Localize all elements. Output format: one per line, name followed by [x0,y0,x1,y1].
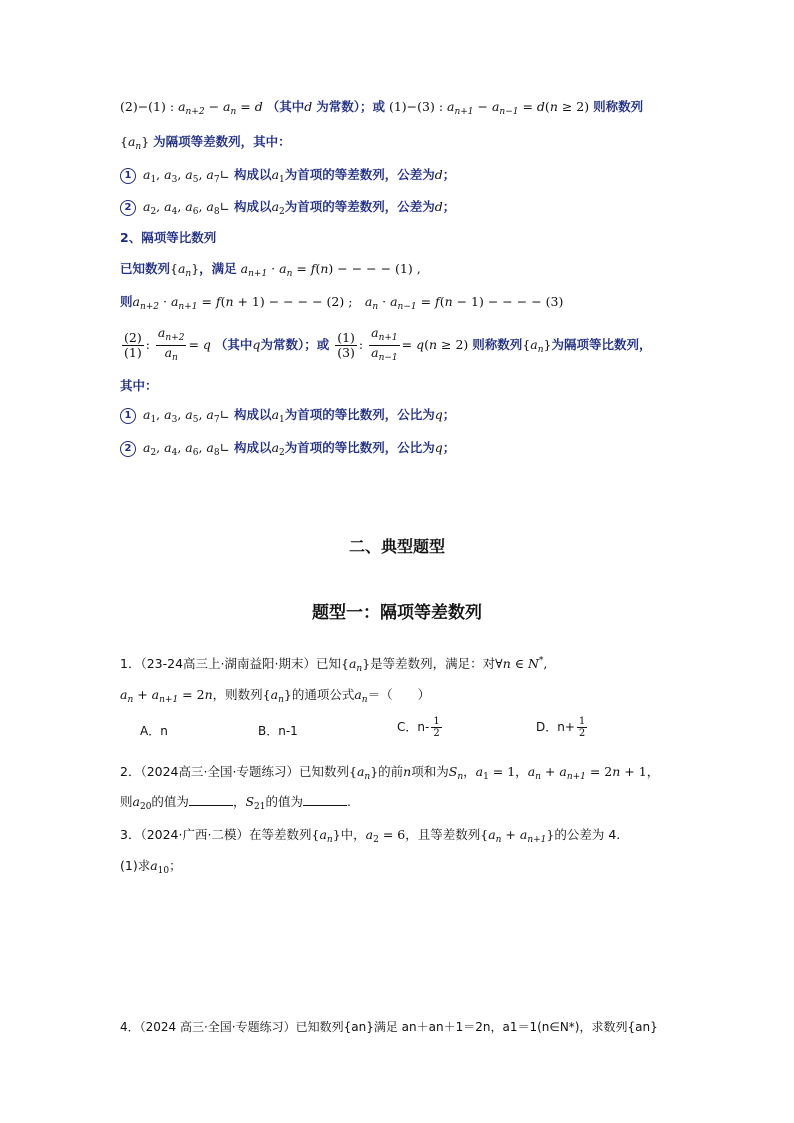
problem-2-line-1: 2．（2024高三·全国·专题练习）已知数列$\{a_n\}$的前n项和为$S_n$，$a_1 = 1$，$a_n + a_{n+1} = 2n + 1$， [120,764,660,782]
text: 已知数列 [298,764,349,779]
circled-number-2: 2 [120,441,136,457]
text: 的值为 [265,794,303,809]
semicolon: ； [442,407,456,422]
option-c-label: C．n- [397,720,430,734]
text: ，且等差数列 [405,827,481,842]
where-q-text: （其中 [214,337,253,352]
first-term-text: 为首项的等差数列，公差为 [284,199,435,214]
option-c: C．n- $\frac{1}{2}$ [397,716,440,739]
circled-number-1: 1 [120,168,136,184]
text: 在等差数列 [248,827,312,842]
problem-source: （2024 高三·全国·专题练习） [139,1020,296,1034]
definition-line-2: $\{a_n\}$ 为隔项等差数列，其中： [120,134,291,152]
option-d: D．n+ $\frac{1}{2}$ [536,716,586,739]
semicolon: ； [442,167,456,182]
text: 的值为 [151,794,189,809]
interval-arith-text: 为隔项等差数列，其中： [153,134,291,149]
geo-known-line: 已知数列$\{a_n\}$，满足 $a_{n+1} \cdot a_n = f(n)$ − − − − (1) , [120,261,421,279]
problem-number: 1． [120,656,141,671]
answer-blank[interactable] [303,793,347,806]
geo-then-line: 则$a_{n+2} \cdot a_{n+1} = f(n + 1)$ − − − − (2) ; $a_n \cdot a_{n-1} = f(n - 1)$ − − − − (3) [120,294,564,312]
first-term-geo-text: 为首项的等比数列，公比为 [284,440,435,455]
problem-3-subquestion-1: (1)求$a_{10}$； [120,858,182,876]
problem-2-line-2: 则$a_{20}$的值为 ，$S_{21}$的值为 . [120,794,351,812]
geo-ratio-line: $\frac{(2)}{(1)}$ : $\frac{a_{n+2}}{a_n}$ = q （其中q为常数）；或 $\frac{(1)}{(3)}$ : $\frac{a_{n+1}}{a_{n-1}}$ = q(n ≥ 2) 则称数列$\{a_n\}$为隔项等比数列， [124,325,652,363]
problem-1-line-2: $a_n + a_{n+1} = 2n$，则数列$\{a_n\}$的通项公式$a_n=$（ ） [120,687,431,705]
problem-number: 3． [120,827,141,842]
problem-3-line-1: 3．（2024·广西·二模）在等差数列$\{a_n\}$中，$a_2 = 6$，且等差数列$\{a_n + a_{n+1}\}$的公差为 4. [120,827,621,845]
problem-source: （23-24高三上·湖南益阳·期末） [140,656,316,671]
form-text: 构成以 [234,167,272,182]
arith-item-2: 2 $a_2$, $a_4$, $a_6$, $a_8∟$ 构成以$a_2$为首项的等差数列，公差为d； [120,198,455,221]
called-text: 则称数列 [593,99,644,114]
form-text: 构成以 [234,199,272,214]
first-term-geo-text: 为首项的等比数列，公比为 [284,407,435,422]
option-a: A．n [140,724,168,738]
problem-number: 4． [120,1020,140,1034]
section-heading: 二、典型题型 [348,537,445,556]
interval-geo-text: 为隔项等比数列， [551,337,652,352]
is-const-text: 为常数）；或 [316,99,385,114]
known-seq-text: 已知数列 [120,261,171,276]
called-geo-text: 则称数列 [472,337,523,352]
text: 中， [340,827,366,842]
text: 已知 [315,656,341,671]
semicolon: ； [442,199,456,214]
text: 的公差为 4. [554,827,621,842]
then-text: 则 [120,294,133,309]
semicolon: ； [442,440,456,455]
circled-number-1: 1 [120,408,136,424]
text: 则 [120,794,133,809]
answer-blank[interactable] [189,793,233,806]
satisfy-text: ，满足 [199,261,237,276]
text: (1)求 [120,858,151,873]
where-const-text: （其中 [266,99,305,114]
problem-source: （2024·广西·二模） [140,827,249,842]
text: ，则数列 [212,687,263,702]
problem-number: 2． [120,764,141,779]
form-text: 构成以 [234,440,272,455]
q-const-text: 为常数）；或 [260,337,330,352]
circled-number-2: 2 [120,200,136,216]
among-text: 其中： [120,378,158,393]
text: 是等差数列，满足：对 [370,656,496,671]
form-text: 构成以 [234,407,272,422]
text: 的前 [378,764,404,779]
geo-item-1: 1 $a_1$, $a_3$, $a_5$, $a_7∟$ 构成以$a_1$为首项的等比数列，公比为q； [120,406,455,429]
arith-item-1: 1 $a_1$, $a_3$, $a_5$, $a_7∟$ 构成以$a_1$为首项的等差数列，公差为d； [120,166,455,189]
answer-paren: ＝（ ） [367,687,431,702]
problem-4-line-1 [120,1018,658,1036]
option-b: B．n-1 [258,724,298,738]
problem-1-line-1: 1．（23-24高三上·湖南益阳·期末）已知$\{a_n\}$是等差数列，满足：对∀n ∈ N*, [120,656,548,674]
definition-line-1: (2)−(1) : $a_{n+2} - a_n = d$ （其中d 为常数）；或 (1)−(3) : $a_{n+1} - a_{n-1} = d(n \ge 2)$ 则称数列 [120,99,644,117]
type-heading: 题型一：隔项等差数列 [312,603,482,623]
text: 项和为 [411,764,449,779]
problem-source: （2024高三·全国·专题练习） [140,764,299,779]
text: 的通项公式 [291,687,355,702]
option-d-label: D．n+ [536,720,575,734]
geo-item-2: 2 $a_2$, $a_4$, $a_6$, $a_8∟$ 构成以$a_2$为首项的等比数列，公比为q； [120,439,455,462]
text: 已知数列{an}满足 an＋an＋1＝2n，a1＝1(n∈N*)，求数列{an} [295,1020,658,1034]
first-term-text: 为首项的等差数列，公差为 [284,167,435,182]
section-2-title: 2、隔项等比数列 [120,230,217,245]
